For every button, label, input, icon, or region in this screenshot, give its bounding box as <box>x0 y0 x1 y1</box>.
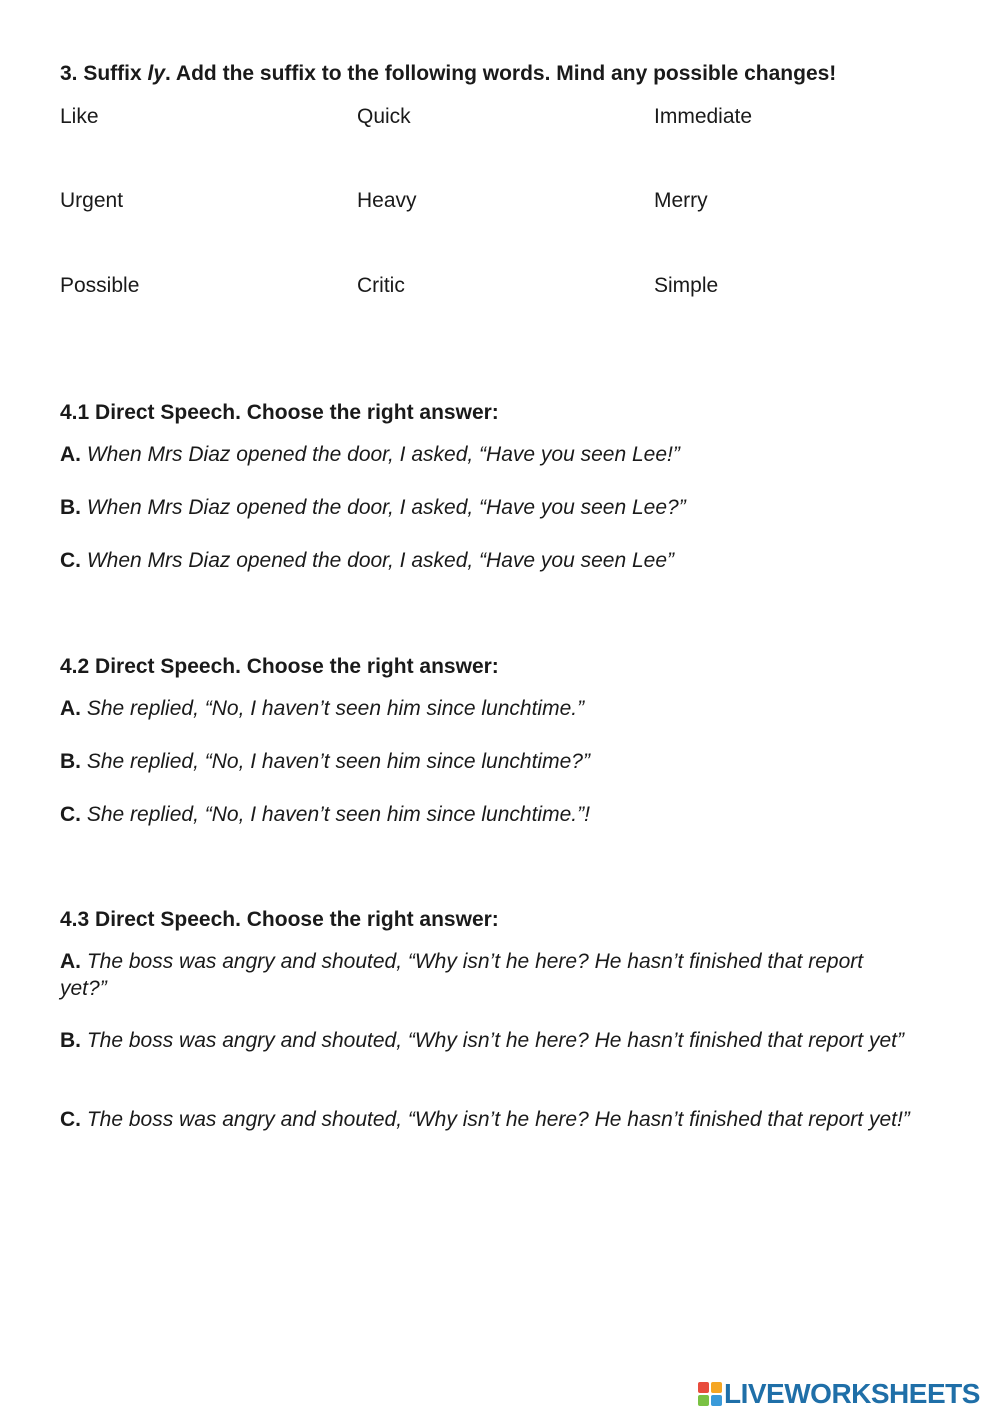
section-4-1-option-a[interactable] <box>60 441 910 468</box>
option-letter: A. <box>60 950 81 973</box>
word-urgent: Urgent <box>60 189 124 212</box>
section-4-2-option-c[interactable] <box>60 801 910 828</box>
option-letter: B. <box>60 1029 81 1052</box>
option-text: When Mrs Diaz opened the door, I asked, “Have you seen Lee” <box>86 549 675 572</box>
option-letter: C. <box>60 549 81 572</box>
word-merry: Merry <box>654 189 708 212</box>
option-text: She replied, “No, I haven’t seen him since lunchtime.”! <box>86 803 590 826</box>
section-4-1-option-b[interactable] <box>60 494 910 521</box>
option-letter: A. <box>60 697 81 720</box>
section-4-3-option-a[interactable] <box>60 948 910 1002</box>
option-letter: C. <box>60 1108 81 1131</box>
word-like: Like <box>60 105 99 128</box>
option-letter: B. <box>60 496 81 519</box>
option-text: When Mrs Diaz opened the door, I asked, “Have you seen Lee?” <box>86 496 686 519</box>
word-quick: Quick <box>357 105 411 128</box>
section-4-2-heading: 4.2 Direct Speech. Choose the right answer: <box>60 655 499 678</box>
option-text: When Mrs Diaz opened the door, I asked, “Have you seen Lee!” <box>86 443 680 466</box>
section-4-1-heading: 4.1 Direct Speech. Choose the right answer: <box>60 401 499 424</box>
section-3-heading-prefix: 3. Suffix <box>60 62 148 85</box>
section-4-2-option-a[interactable] <box>60 695 910 722</box>
option-text: She replied, “No, I haven’t seen him since lunchtime?” <box>86 750 590 773</box>
section-4-3-heading: 4.3 Direct Speech. Choose the right answer: <box>60 908 499 931</box>
option-letter: A. <box>60 443 81 466</box>
option-text: The boss was angry and shouted, “Why isn’t he here? He hasn’t finished that report yet!” <box>86 1108 910 1131</box>
option-text: The boss was angry and shouted, “Why isn’t he here? He hasn’t finished that report yet” <box>86 1029 904 1052</box>
brand-name: LIVEWORKSHEETS <box>724 1378 980 1409</box>
option-letter: C. <box>60 803 81 826</box>
liveworksheets-logo-icon <box>698 1382 722 1406</box>
section-4-3-option-b[interactable] <box>60 1027 910 1054</box>
word-critic: Critic <box>357 274 405 297</box>
option-text: The boss was angry and shouted, “Why isn’t he here? He hasn’t finished that report yet?” <box>60 950 864 1000</box>
word-simple: Simple <box>654 274 719 297</box>
word-heavy: Heavy <box>357 189 417 212</box>
section-4-3-option-c[interactable] <box>60 1106 910 1133</box>
word-possible: Possible <box>60 274 140 297</box>
word-immediate: Immediate <box>654 105 753 128</box>
section-3-heading <box>60 62 836 86</box>
section-3-heading-suffix-word: ly <box>147 62 166 85</box>
section-3-heading-rest: . Add the suffix to the following words. Mind any possible changes! <box>165 62 837 85</box>
liveworksheets-brand <box>698 1378 980 1410</box>
option-letter: B. <box>60 750 81 773</box>
option-text: She replied, “No, I haven’t seen him since lunchtime.” <box>86 697 585 720</box>
section-4-2-option-b[interactable] <box>60 748 910 775</box>
section-4-1-option-c[interactable] <box>60 547 910 574</box>
